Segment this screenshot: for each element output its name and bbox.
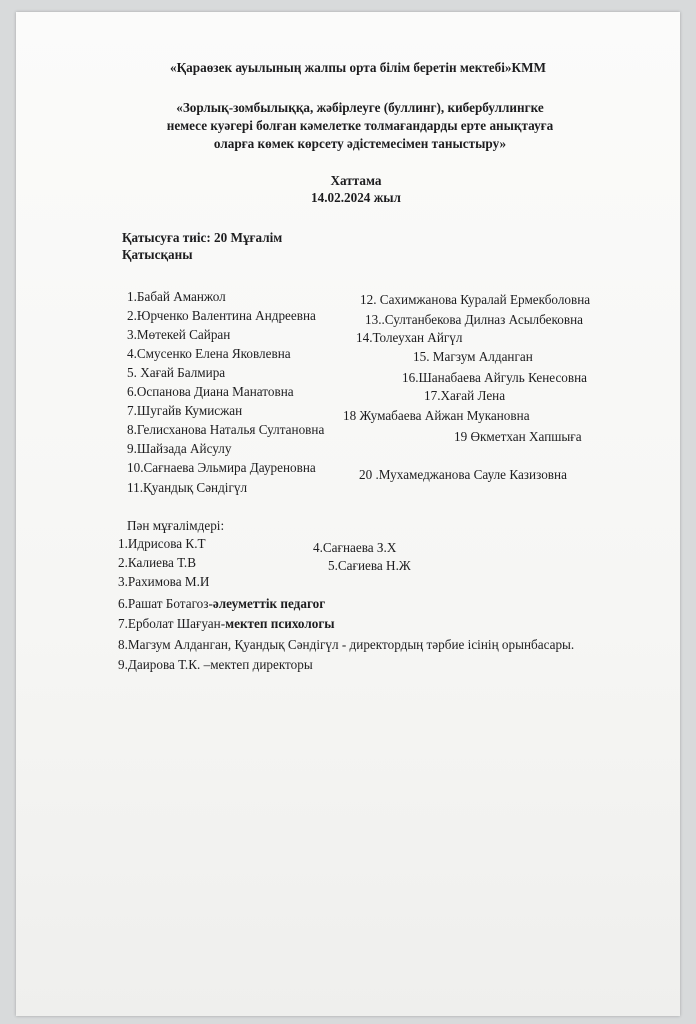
teacher-item: 15. Магзум Алданган	[413, 349, 533, 364]
protocol-date: 14.02.2024 жыл	[311, 190, 401, 205]
attendance-present-label: Қатысқаны	[122, 247, 193, 262]
teacher-item: 5. Хағай Балмира	[127, 365, 226, 380]
teacher-item: 18 Жумабаева Айжан Мукановна	[343, 408, 530, 423]
teacher-item: 12. Сахимжанова Куралай Ермекболовна	[360, 292, 591, 307]
teacher-item: 11.Қуандық Сәндігүл	[127, 480, 248, 495]
staff-item	[118, 637, 574, 653]
teacher-item: 7.Шугайв Кумисжан	[127, 403, 243, 418]
attendance-expected: Қатысуға тиіс: 20 Мұғалім	[122, 230, 283, 245]
teacher-item: 6.Оспанова Диана Манатовна	[127, 384, 294, 399]
subject-teacher-item: 2.Калиева Т.В	[118, 555, 197, 570]
teacher-item: 8.Гелисханова Наталья Султановна	[127, 422, 325, 437]
staff-name: 6.Рашат Ботагоз-	[118, 596, 213, 611]
teacher-item: 2.Юрченко Валентина Андреевна	[127, 308, 316, 323]
staff-role: мектеп психологы	[225, 616, 335, 631]
staff-item	[118, 616, 335, 632]
protocol-title: Хаттама	[330, 173, 382, 188]
teacher-item: 19 Өкметхан Хапшыға	[454, 429, 582, 444]
teacher-item: 14.Толеухан Айгүл	[356, 330, 463, 345]
teacher-item: 1.Бабай Аманжол	[127, 289, 226, 304]
school-name: «Қараөзек ауылының жалпы орта білім беретін мектебі»КММ	[170, 60, 546, 75]
staff-name: 7.Ерболат Шағуан-	[118, 616, 226, 631]
subjects-label: Пән мұғалімдері:	[127, 518, 225, 533]
topic-line-2: немесе куәгері болған кәмелетке толмағандарды ерте анықтауға	[166, 118, 554, 133]
staff-item	[118, 596, 325, 612]
teacher-item: 13..Султанбекова Дилназ Асылбековна	[365, 312, 583, 327]
teacher-item: 9.Шайзада Айсулу	[127, 441, 232, 456]
staff-name: 8.Магзум Алданган, Қуандық Сәндігүл - директордың тәрбие ісінің орынбасары.	[118, 637, 575, 652]
teacher-item: 17.Хағай Лена	[424, 388, 506, 403]
topic-line-1: «Зорлық-зомбылыққа, жәбірлеуге (буллинг), кибербуллингке	[176, 100, 544, 115]
subject-teacher-item: 1.Идрисова К.Т	[118, 536, 206, 551]
teacher-item: 16.Шанабаева Айгуль Кенесовна	[402, 370, 588, 385]
subject-teacher-item: 3.Рахимова М.И	[118, 574, 210, 589]
subject-teacher-item: 5.Сағиева Н.Ж	[328, 558, 411, 573]
staff-item	[118, 657, 313, 673]
document-sheet	[16, 12, 680, 1016]
topic-line-3: оларға көмек көрсету әдістемесімен таныстыру»	[213, 136, 507, 151]
teacher-item: 10.Сағнаева Эльмира Дауреновна	[127, 460, 316, 475]
subject-teacher-item: 4.Сағнаева З.Х	[313, 540, 397, 555]
teacher-item: 20 .Мухамеджанова Сауле Казизовна	[359, 467, 567, 482]
teacher-item: 4.Смусенко Елена Яковлевна	[127, 346, 291, 361]
staff-role: әлеуметтік педагог	[212, 596, 326, 611]
teacher-item: 3.Мөтекей Сайран	[127, 327, 231, 342]
staff-name: 9.Даирова Т.К. –мектеп директоры	[118, 657, 313, 672]
